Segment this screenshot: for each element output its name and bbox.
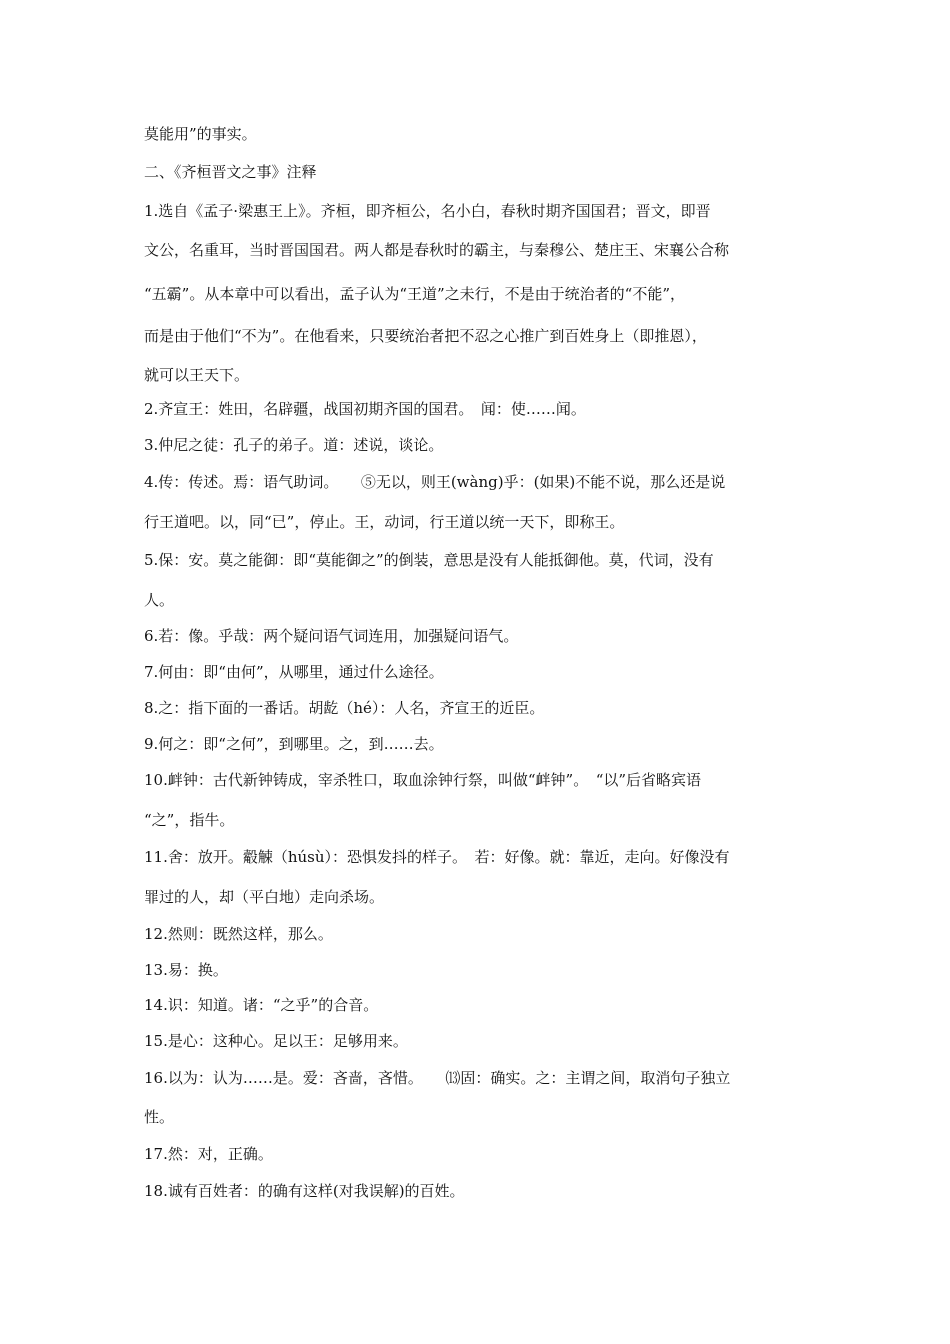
note-line: 10.衅钟：古代新钟铸成，宰杀牲口，取血涂钟行祭，叫做“衅钟”。 “以”后省略宾语	[144, 771, 702, 789]
note-line: 18.诚有百姓者：的确有这样(对我误解)的百姓。	[144, 1182, 465, 1200]
note-line: 2.齐宣王：姓田，名辟疆，战国初期齐国的国君。 闻：使……闻。	[144, 400, 586, 418]
note-line: 罪过的人，却（平白地）走向杀场。	[144, 888, 385, 906]
note-line: 14.识：知道。诸：“之乎”的合音。	[144, 996, 379, 1014]
note-line: 8.之：指下面的一番话。胡龁（hé）：人名，齐宣王的近臣。	[144, 699, 545, 717]
note-line: 9.何之：即“之何”，到哪里。之，到……去。	[144, 735, 444, 753]
note-line: 7.何由：即“由何”，从哪里，通过什么途径。	[144, 663, 444, 681]
note-line: 16.以为：认为……是。爱：吝啬，吝惜。 ⒀固：确实。之：主谓之间，取消句子独立	[144, 1069, 731, 1087]
note-line: 11.舍：放开。觳觫（húsù）：恐惧发抖的样子。 若：好像。就：靠近，走向。好像没有	[144, 848, 730, 866]
note-line: 人。	[144, 591, 175, 609]
note-line: 文公，名重耳，当时晋国国君。两人都是春秋时的霸主，与秦穆公、楚庄王、宋襄公合称	[144, 241, 730, 259]
note-line: 13.易：换。	[144, 961, 228, 979]
note-line: 3.仲尼之徒：孔子的弟子。道：述说，谈论。	[144, 436, 444, 454]
note-line: 就可以王天下。	[144, 366, 250, 384]
note-line: “五霸”。从本章中可以看出，孟子认为“王道”之未行，不是由于统治者的“不能”，	[144, 285, 686, 303]
note-line: 1.选自《孟子·梁惠王上》。齐桓，即齐桓公，名小白，春秋时期齐国国君；晋文，即晋	[144, 202, 711, 220]
note-line: 6.若：像。乎哉：两个疑问语气词连用，加强疑问语气。	[144, 627, 519, 645]
note-line: 性。	[144, 1108, 175, 1126]
note-line: 而是由于他们“不为”。在他看来，只要统治者把不忍之心推广到百姓身上（即推恩），	[144, 327, 707, 345]
note-line: “之”，指牛。	[144, 811, 235, 829]
note-line: 4.传：传述。焉：语气助词。 ⑤无以，则王(wàng)乎：(如果)不能不说，那么还是说	[144, 473, 726, 491]
section-heading: 二、《齐桓晋文之事》注释	[144, 163, 317, 181]
text-line: 莫能用”的事实。	[144, 125, 257, 143]
note-line: 12.然则：既然这样，那么。	[144, 925, 333, 943]
note-line: 行王道吧。以，同“已”，停止。王，动词，行王道以统一天下，即称王。	[144, 513, 625, 531]
note-line: 17.然：对，正确。	[144, 1145, 273, 1163]
note-line: 15.是心：这种心。足以王：足够用来。	[144, 1032, 408, 1050]
note-line: 5.保：安。莫之能御：即“莫能御之”的倒装，意思是没有人能抵御他。莫，代词，没有	[144, 551, 714, 569]
